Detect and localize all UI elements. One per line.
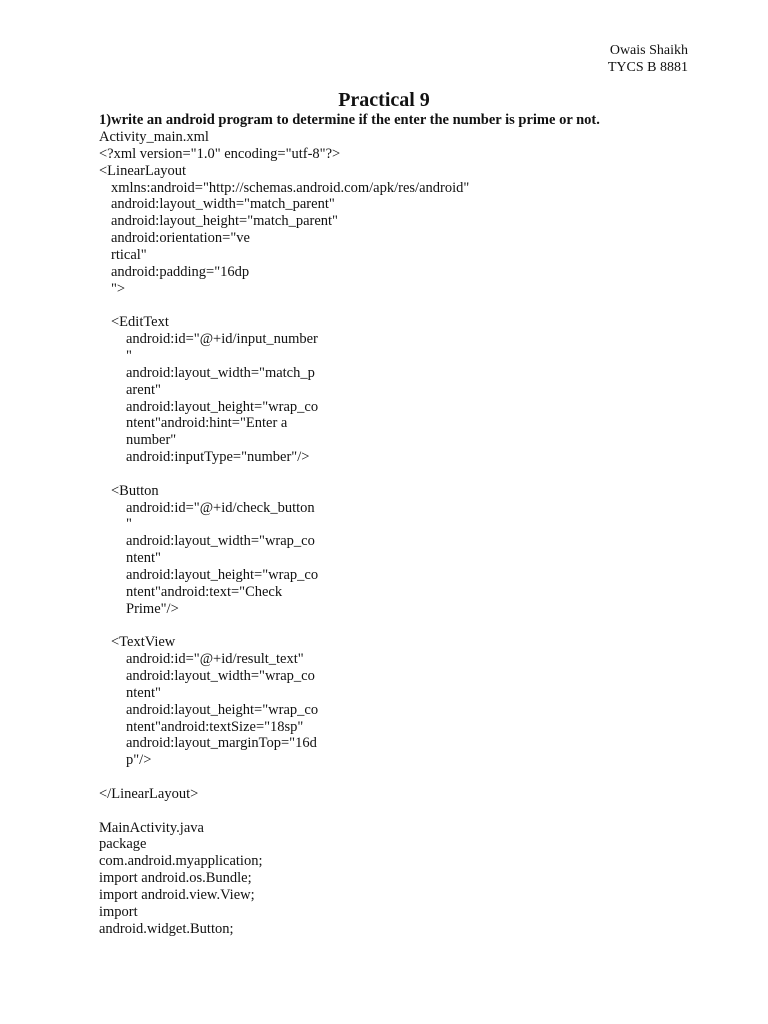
- code-line: ntent": [126, 684, 161, 701]
- code-line: android.widget.Button;: [99, 920, 234, 937]
- code-line: ntent"android:text="Check: [126, 583, 283, 600]
- author-name: Owais Shaikh: [609, 43, 688, 58]
- code-line: android:layout_height="wrap_co: [126, 701, 319, 718]
- code-line: android:layout_height="match_parent": [111, 213, 338, 230]
- code-line: android:id="@+id/input_number: [126, 331, 318, 348]
- blank-line: [0, 297, 768, 314]
- code-line: <EditText: [111, 314, 169, 331]
- code-line: number": [126, 432, 177, 449]
- code-line: <TextView: [111, 634, 176, 651]
- code-line: rtical": [111, 246, 147, 263]
- code-line: android:orientation="ve: [111, 230, 250, 247]
- blank-line: [0, 769, 768, 786]
- code-line: android:layout_height="wrap_co: [126, 398, 319, 415]
- code-line: android:layout_width="wrap_co: [126, 533, 315, 550]
- code-line: <LinearLayout: [99, 162, 187, 179]
- code-line: </LinearLayout>: [99, 785, 199, 802]
- code-line: import: [99, 903, 138, 920]
- code-line: package: [99, 836, 147, 853]
- code-line: ntent"android:hint="Enter a: [126, 415, 288, 432]
- code-line: <?xml version="1.0" encoding="utf-8"?>: [99, 145, 341, 162]
- blank-line: [0, 617, 768, 634]
- code-line: android:layout_width="match_parent": [111, 196, 335, 213]
- code-line: ": [126, 516, 132, 533]
- author-block: [608, 42, 688, 76]
- blank-line: [0, 466, 768, 483]
- code-line: android:id="@+id/check_button: [126, 499, 315, 516]
- code-line: android:layout_height="wrap_co: [126, 566, 319, 583]
- author-class: TYCS B 8881: [607, 60, 688, 75]
- code-line: import android.view.View;: [99, 886, 255, 903]
- code-line: android:padding="16dp: [111, 263, 250, 280]
- question-heading: [99, 112, 600, 129]
- code-line: android:layout_width="wrap_co: [126, 668, 315, 684]
- code-line: MainActivity.java: [99, 819, 204, 836]
- code-line: arent": [126, 381, 161, 398]
- code-line: ">: [111, 280, 126, 297]
- code-line: Prime"/>: [126, 600, 179, 617]
- code-line: p"/>: [126, 752, 152, 769]
- code-listing: [0, 129, 768, 938]
- code-line: com.android.myapplication;: [99, 853, 263, 870]
- code-line: import android.os.Bundle;: [99, 870, 252, 887]
- code-line: android:inputType="number"/>: [126, 449, 310, 466]
- code-line: ntent": [126, 550, 161, 567]
- code-line: android:layout_width="match_p: [126, 364, 315, 381]
- code-line: android:layout_marginTop="16d: [126, 735, 317, 752]
- code-line: Activity_main.xml: [99, 129, 209, 145]
- code-line: ntent"android:textSize="18sp": [126, 718, 304, 735]
- code-line: android:id="@+id/result_text": [126, 651, 304, 668]
- blank-line: [0, 803, 768, 820]
- code-line: <Button: [111, 482, 159, 499]
- question-text: write an android program to determine if the enter the number is prime or not.: [111, 112, 600, 128]
- code-line: xmlns:android="http://schemas.android.com/apk/res/android": [111, 179, 470, 196]
- page-title: Practical 9: [338, 89, 430, 111]
- question-number: 1): [99, 112, 112, 128]
- code-line: ": [126, 347, 132, 364]
